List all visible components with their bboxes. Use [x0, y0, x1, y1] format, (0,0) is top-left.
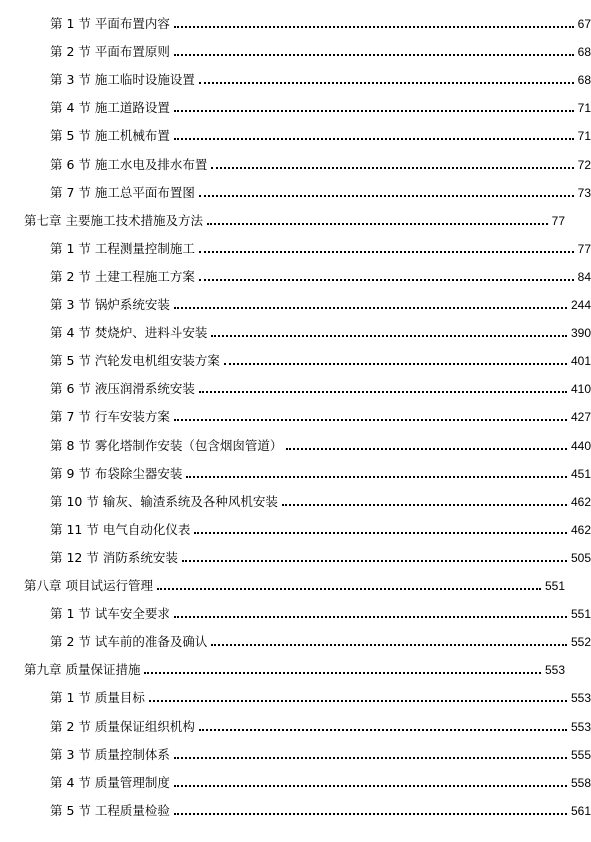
dot-leader — [174, 110, 574, 112]
toc-entry-title: 第 1 节 平面布置内容 — [50, 16, 170, 31]
toc-chapter-entry[interactable] — [0, 572, 565, 594]
toc-section-entry[interactable] — [0, 769, 591, 791]
toc-section-entry[interactable] — [0, 66, 591, 88]
toc-page-number: 71 — [577, 129, 591, 144]
dot-leader — [174, 785, 567, 787]
toc-page-number: 427 — [570, 410, 591, 425]
dot-leader — [174, 616, 567, 618]
dot-leader — [211, 335, 567, 337]
toc-page-number: 84 — [577, 269, 591, 284]
toc-section-entry[interactable] — [0, 516, 591, 538]
toc-page-number: 68 — [577, 73, 591, 88]
toc-page-number: 551 — [544, 579, 565, 593]
toc-entry-title: 第 3 节 锅炉系统安装 — [50, 297, 170, 312]
toc-section-entry[interactable] — [0, 460, 591, 482]
toc-entry-title: 第七章 主要施工技术措施及方法 — [24, 212, 203, 228]
dot-leader — [282, 504, 567, 506]
dot-leader — [174, 307, 567, 309]
toc-entry-title: 第 6 节 液压润滑系统安装 — [50, 381, 195, 397]
toc-page-number: 410 — [570, 382, 591, 397]
toc-section-entry[interactable] — [0, 403, 591, 425]
toc-entry-title: 第 7 节 施工总平面布置图 — [50, 184, 195, 200]
toc-page-number: 553 — [544, 663, 565, 678]
dot-leader — [149, 700, 567, 702]
toc-page-number: 77 — [551, 213, 565, 228]
toc-section-entry[interactable] — [0, 797, 591, 819]
dot-leader — [186, 476, 567, 478]
toc-entry-title: 第 5 节 工程质量检验 — [50, 802, 170, 818]
toc-page-number: 244 — [570, 298, 591, 312]
toc-page-number: 561 — [570, 803, 591, 818]
toc-entry-title: 第 3 节 质量控制体系 — [50, 746, 170, 762]
toc-page-number: 440 — [570, 438, 591, 453]
dot-leader — [199, 391, 567, 393]
toc-page-number: 553 — [570, 719, 591, 734]
dot-leader — [174, 26, 574, 28]
toc-section-entry[interactable] — [0, 38, 591, 60]
dot-leader — [194, 532, 567, 534]
toc-page-number: 462 — [570, 494, 591, 509]
toc-page-number: 401 — [570, 354, 591, 369]
toc-entry-title: 第 4 节 质量管理制度 — [50, 774, 170, 790]
dot-leader — [174, 419, 567, 421]
toc-section-entry[interactable] — [0, 713, 591, 735]
toc-section-entry[interactable] — [0, 347, 591, 369]
toc-entry-title: 第 5 节 汽轮发电机组安装方案 — [50, 353, 220, 369]
toc-page-number: 555 — [570, 747, 591, 762]
toc-page-number: 390 — [570, 326, 591, 341]
toc-chapter-entry[interactable] — [0, 207, 565, 229]
toc-entry-title: 第 2 节 质量保证组织机构 — [50, 718, 195, 734]
dot-leader — [207, 223, 548, 225]
toc-entry-title: 第 2 节 土建工程施工方案 — [50, 268, 195, 284]
dot-leader — [211, 644, 567, 646]
toc-entry-title: 第 5 节 施工机械布置 — [50, 128, 170, 144]
toc-section-entry[interactable] — [0, 628, 591, 650]
toc-section-entry[interactable] — [0, 432, 591, 454]
dot-leader — [157, 588, 541, 590]
toc-page-number: 558 — [570, 775, 591, 790]
toc-section-entry[interactable] — [0, 319, 591, 341]
toc-entry-title: 第 11 节 电气自动化仪表 — [50, 521, 191, 537]
toc-page-number: 553 — [570, 691, 591, 706]
toc-entry-title: 第 1 节 工程测量控制施工 — [50, 240, 195, 256]
toc-entry-title: 第九章 质量保证措施 — [24, 662, 141, 678]
toc-entry-title: 第 4 节 焚烧炉、进料斗安装 — [50, 325, 208, 341]
dot-leader — [174, 813, 567, 815]
toc-section-entry[interactable] — [0, 375, 591, 397]
dot-leader — [286, 448, 567, 450]
toc-page-number: 551 — [570, 607, 591, 622]
toc-page-number: 552 — [570, 635, 591, 650]
toc-section-entry[interactable] — [0, 10, 591, 32]
toc-page-number: 462 — [570, 522, 591, 537]
toc-section-entry[interactable] — [0, 179, 591, 201]
toc-entry-title: 第 8 节 雾化塔制作安装（包含烟囱管道） — [50, 437, 283, 453]
toc-entry-title: 第 3 节 施工临时设施设置 — [50, 72, 195, 88]
toc-page-number: 67 — [577, 17, 591, 31]
toc-entry-title: 第 4 节 施工道路设置 — [50, 100, 170, 116]
dot-leader — [211, 167, 573, 169]
toc-section-entry[interactable] — [0, 94, 591, 116]
toc-entry-title: 第 10 节 输灰、输渣系统及各种风机安装 — [50, 493, 278, 509]
toc-section-entry[interactable] — [0, 151, 591, 173]
toc-section-entry[interactable] — [0, 488, 591, 510]
toc-page-number: 71 — [577, 101, 591, 116]
toc-page-number: 73 — [577, 185, 591, 200]
toc-entry-title: 第 7 节 行车安装方案 — [50, 409, 170, 425]
toc-entry-title: 第 6 节 施工水电及排水布置 — [50, 156, 208, 172]
dot-leader — [174, 54, 574, 56]
dot-leader — [199, 82, 574, 84]
toc-section-entry[interactable] — [0, 544, 591, 566]
toc-section-entry[interactable] — [0, 235, 591, 257]
toc-section-entry[interactable] — [0, 600, 591, 622]
dot-leader — [182, 560, 567, 562]
dot-leader — [224, 363, 567, 365]
toc-section-entry[interactable] — [0, 684, 591, 706]
toc-entry-title: 第八章 项目试运行管理 — [24, 578, 153, 593]
toc-section-entry[interactable] — [0, 291, 591, 313]
toc-page-number: 451 — [570, 466, 591, 481]
toc-entry-title: 第 1 节 质量目标 — [50, 690, 145, 706]
toc-entry-title: 第 2 节 平面布置原则 — [50, 44, 170, 60]
dot-leader — [199, 195, 574, 197]
dot-leader — [199, 279, 574, 281]
toc-page-number: 77 — [577, 241, 591, 256]
dot-leader — [199, 729, 567, 731]
toc-entry-title: 第 9 节 布袋除尘器安装 — [50, 465, 183, 481]
toc-section-entry[interactable] — [0, 122, 591, 144]
toc-chapter-entry[interactable] — [0, 656, 565, 678]
toc-section-entry[interactable] — [0, 741, 591, 763]
toc-entry-title: 第 12 节 消防系统安装 — [50, 549, 178, 565]
dot-leader — [174, 757, 567, 759]
dot-leader — [144, 672, 540, 674]
dot-leader — [199, 251, 574, 253]
toc-page-number: 505 — [570, 550, 591, 565]
toc-section-entry[interactable] — [0, 263, 591, 285]
toc-entry-title: 第 1 节 试车安全要求 — [50, 606, 170, 622]
toc-entry-title: 第 2 节 试车前的准备及确认 — [50, 634, 208, 650]
dot-leader — [174, 138, 574, 140]
toc-page-number: 68 — [577, 45, 591, 60]
toc-page-number: 72 — [577, 157, 591, 172]
